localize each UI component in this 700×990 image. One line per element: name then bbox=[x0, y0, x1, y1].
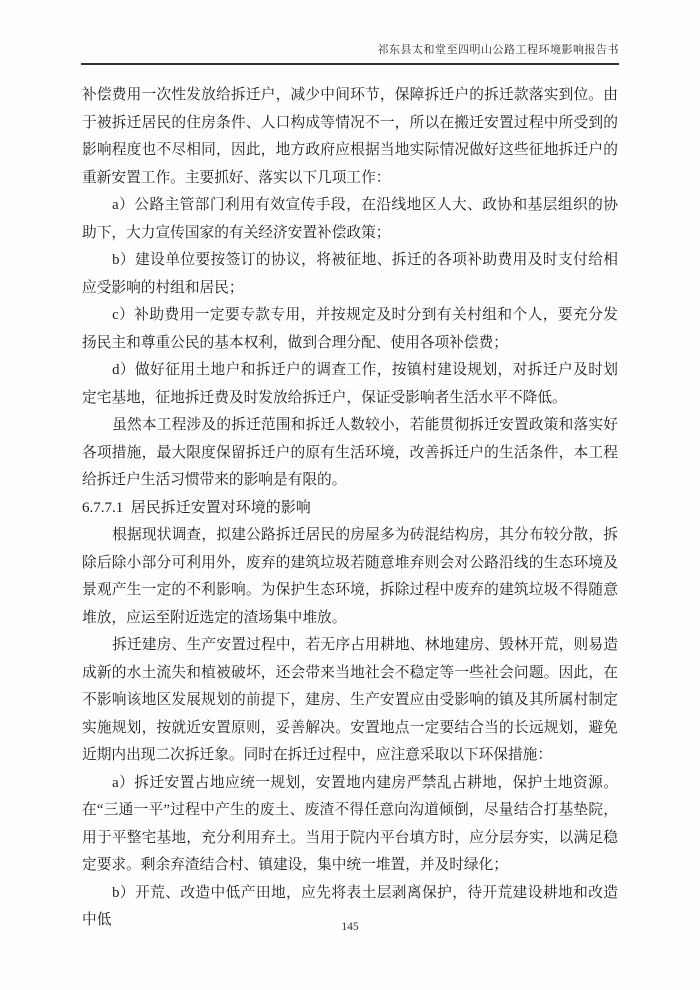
paragraph-continuation: 补偿费用一次性发放给拆迁户，减少中间环节，保障拆迁户的拆迁款落实到位。由于被拆迁居民的住房条件、人口构成等情况不一，所以在搬迁安置过程中所受到的影响程度也不尽相同，因此，地方政府应根据当地实际情况做好这些征地拆迁户的重新安置工作。主要抓好、落实以下几项工作： bbox=[82, 87, 618, 186]
paragraph-resettlement: 拆迁建房、生产安置过程中，若无序占用耕地、林地建房、毁林开荒，则易造成新的水土流失和植被破坏，还会带来当地社会不稳定等一些社会问题。因此，在不影响该地区发展规划的前提下，建房、生产安置应由受影响的镇及其所属村制定实施规划，按就近安置原则，妥善解决。安置地点一定要结合当的长远规划，避免近期内出现二次拆迁象。同时在拆迁过程中，应注意采取以下环保措施： bbox=[82, 637, 618, 763]
page-number: 145 bbox=[341, 921, 359, 933]
document-content bbox=[82, 82, 618, 935]
paragraph-item-c: c）补助费用一定要专款专用，并按规定及时分到有关村组和个人，要充分发扬民主和尊重公民的基本权利，做到合理分配、使用各项补偿费； bbox=[82, 307, 618, 351]
paragraph-item-a: a）公路主管部门利用有效宣传手段，在沿线地区人大、政协和基层组织的协助下，大力宣传国家的有关经济安置补偿政策； bbox=[82, 197, 618, 241]
paragraph-summary: 虽然本工程涉及的拆迁范围和拆迁人数较小，若能贯彻拆迁安置政策和落实好各项措施，最大限度保留拆迁户的原有生活环境，改善拆迁户的生活条件，本工程给拆迁户生活习惯带来的影响是有限的。 bbox=[82, 417, 618, 488]
section-heading: 6.7.7.1 居民拆迁安置对环境的影响 bbox=[82, 499, 311, 516]
paragraph-item-d: d）做好征用土地户和拆迁户的调查工作，按镇村建设规划，对拆迁户及时划定宅基地，征地拆迁费及时发放给拆迁户，保证受影响者生活水平不降低。 bbox=[82, 362, 618, 406]
paragraph-survey: 根据现状调查，拟建公路拆迁居民的房屋多为砖混结构房，其分布较分散，拆除后除小部分可利用外，废弃的建筑垃圾若随意堆弃则会对公路沿线的生态环境及景观产生一定的不利影响。为保护生态环境，拆除过程中废弃的建筑垃圾不得随意堆放，应运至附近选定的渣场集中堆放。 bbox=[82, 527, 618, 626]
paragraph-item-b: b）建设单位要按签订的协议，将被征地、拆迁的各项补助费用及时支付给相应受影响的村组和居民； bbox=[82, 252, 618, 296]
header-title: 祁东县太和堂至四明山公路工程环境影响报告书 bbox=[377, 44, 619, 56]
page-header bbox=[81, 44, 619, 65]
page-footer bbox=[0, 921, 700, 933]
paragraph-measure-b: b）开荒、改造中低产田地，应先将表土层剥离保护，待开荒建设耕地和改造中低 bbox=[82, 884, 618, 928]
paragraph-measure-a: a）拆迁安置占地应统一规划，安置地内建房严禁乱占耕地，保护土地资源。在“三通一平”过程中产生的废土、废渣不得任意向沟道倾倒，尽量结合打基垫院，用于平整宅基地，充分利用弃土。当用于院内平台填方时，应分层夯实，以满足稳定要求。剩余弃渣结合村、镇建设，集中统一堆置，并及时绿化； bbox=[82, 774, 618, 873]
